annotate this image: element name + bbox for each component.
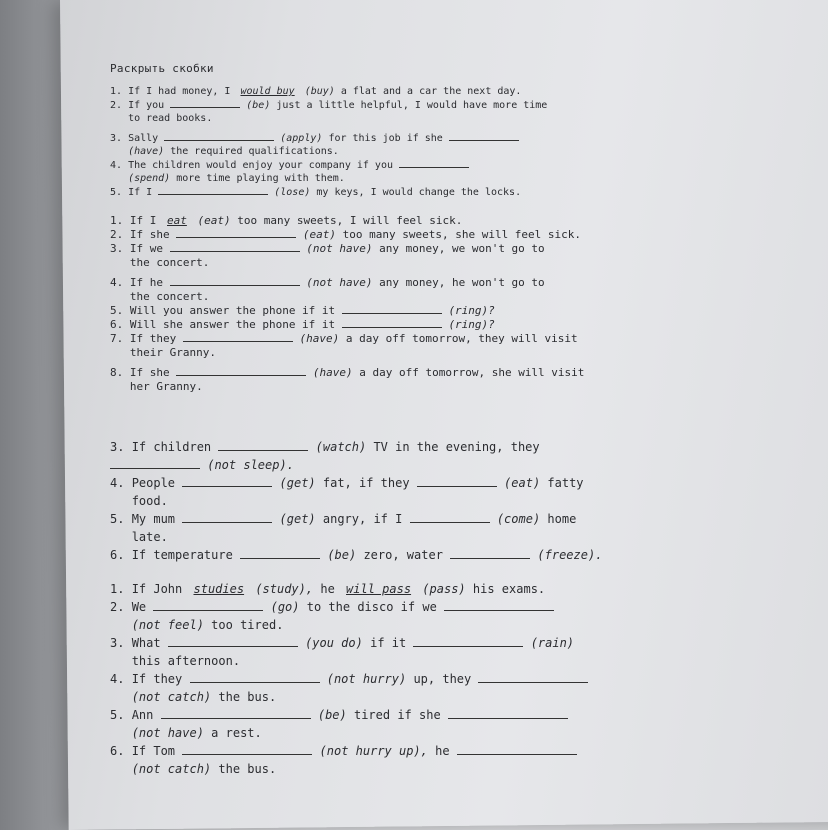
exercise-item: 7. If they (have) a day off tomorrow, they will visit their Granny. — [110, 332, 578, 359]
exercise-item: 4. People (get) fat, if they (eat) fatty food. — [110, 476, 584, 508]
exercise-item: 1. If I had money, I would buy (buy) a flat and a car the next day. — [110, 86, 522, 97]
filled-answer: studies — [193, 582, 245, 596]
exercise-item: 6. If Tom (not hurry up), he (not catch) the bus. — [110, 742, 670, 778]
answer-blank[interactable] — [170, 98, 240, 108]
exercise-item: 5. My mum (get) angry, if I (come) home late. — [110, 512, 577, 544]
answer-blank[interactable] — [176, 366, 306, 376]
answer-blank[interactable] — [158, 185, 268, 195]
answer-blank[interactable] — [182, 513, 272, 523]
answer-blank[interactable] — [478, 673, 588, 683]
exercise-item: 1. If John studies (study), he will pass (pass) his exams. — [110, 582, 546, 596]
answer-blank[interactable] — [457, 745, 577, 755]
answer-blank[interactable] — [342, 318, 442, 328]
section-title: Раскрыть скобки — [110, 62, 214, 75]
exercise-item: 5. Will you answer the phone if it (ring)? — [110, 304, 495, 317]
exercise-item: 6. If temperature (be) zero, water (freeze). — [110, 548, 603, 562]
exercise-item: 5. If I (lose) my keys, I would change the locks. — [110, 187, 522, 198]
answer-blank[interactable] — [417, 477, 497, 487]
answer-blank[interactable] — [240, 549, 320, 559]
exercise-item: 3. Sally (apply) for this job if she (have) the required qualifications. — [110, 131, 670, 158]
exercise-item: 4. If he (not have) any money, he won't go to the concert. — [110, 276, 545, 303]
exercise-item: 2. If you (be) just a little helpful, I would have more time to read books. — [110, 100, 548, 124]
answer-blank[interactable] — [413, 637, 523, 647]
answer-blank[interactable] — [153, 601, 263, 611]
exercise-item: 5. Ann (be) tired if she (not have) a rest. — [110, 706, 670, 742]
exercise-item: 1. If I eat (eat) too many sweets, I will feel sick. — [110, 214, 463, 227]
answer-blank[interactable] — [190, 673, 320, 683]
answer-blank[interactable] — [164, 131, 274, 141]
answer-blank[interactable] — [444, 601, 554, 611]
answer-blank[interactable] — [170, 276, 300, 286]
answer-blank[interactable] — [399, 158, 469, 168]
exercise-item: 8. If she (have) a day off tomorrow, she will visit her Granny. — [110, 366, 585, 393]
answer-blank[interactable] — [176, 228, 296, 238]
answer-blank[interactable] — [218, 441, 308, 451]
filled-answer: will pass — [346, 582, 412, 596]
exercise-item: 4. If they (not hurry) up, they (not catch) the bus. — [110, 670, 670, 706]
section-2 — [110, 214, 670, 394]
answer-blank[interactable] — [182, 477, 272, 487]
filled-answer: would buy — [240, 86, 295, 97]
answer-blank[interactable] — [410, 513, 490, 523]
answer-blank[interactable] — [182, 745, 312, 755]
exercise-item: 3. If we (not have) any money, we won't go to the concert. — [110, 242, 545, 269]
exercise-item: 3. If children (watch) TV in the evening, they (not sleep). — [110, 440, 540, 472]
exercise-item: 2. If she (eat) too many sweets, she will feel sick. — [110, 228, 582, 241]
exercise-item: 3. What (you do) if it (rain) this afternoon. — [110, 636, 575, 668]
answer-blank[interactable] — [161, 709, 311, 719]
exercise-item: 4. The children would enjoy your company if you (spend) more time playing with them. — [110, 158, 670, 185]
filled-answer: eat — [167, 214, 187, 227]
section-4 — [110, 580, 670, 778]
answer-blank[interactable] — [450, 549, 530, 559]
answer-blank[interactable] — [449, 131, 519, 141]
exercise-item: 2. We (go) to the disco if we (not feel) too tired. — [110, 598, 670, 634]
answer-blank[interactable] — [110, 459, 200, 469]
answer-blank[interactable] — [342, 304, 442, 314]
answer-blank[interactable] — [168, 637, 298, 647]
answer-blank[interactable] — [448, 709, 568, 719]
exercise-item: 6. Will she answer the phone if it (ring)? — [110, 318, 495, 331]
section-1 — [110, 62, 670, 199]
answer-blank[interactable] — [183, 332, 293, 342]
answer-blank[interactable] — [170, 242, 300, 252]
section-3 — [110, 438, 670, 564]
